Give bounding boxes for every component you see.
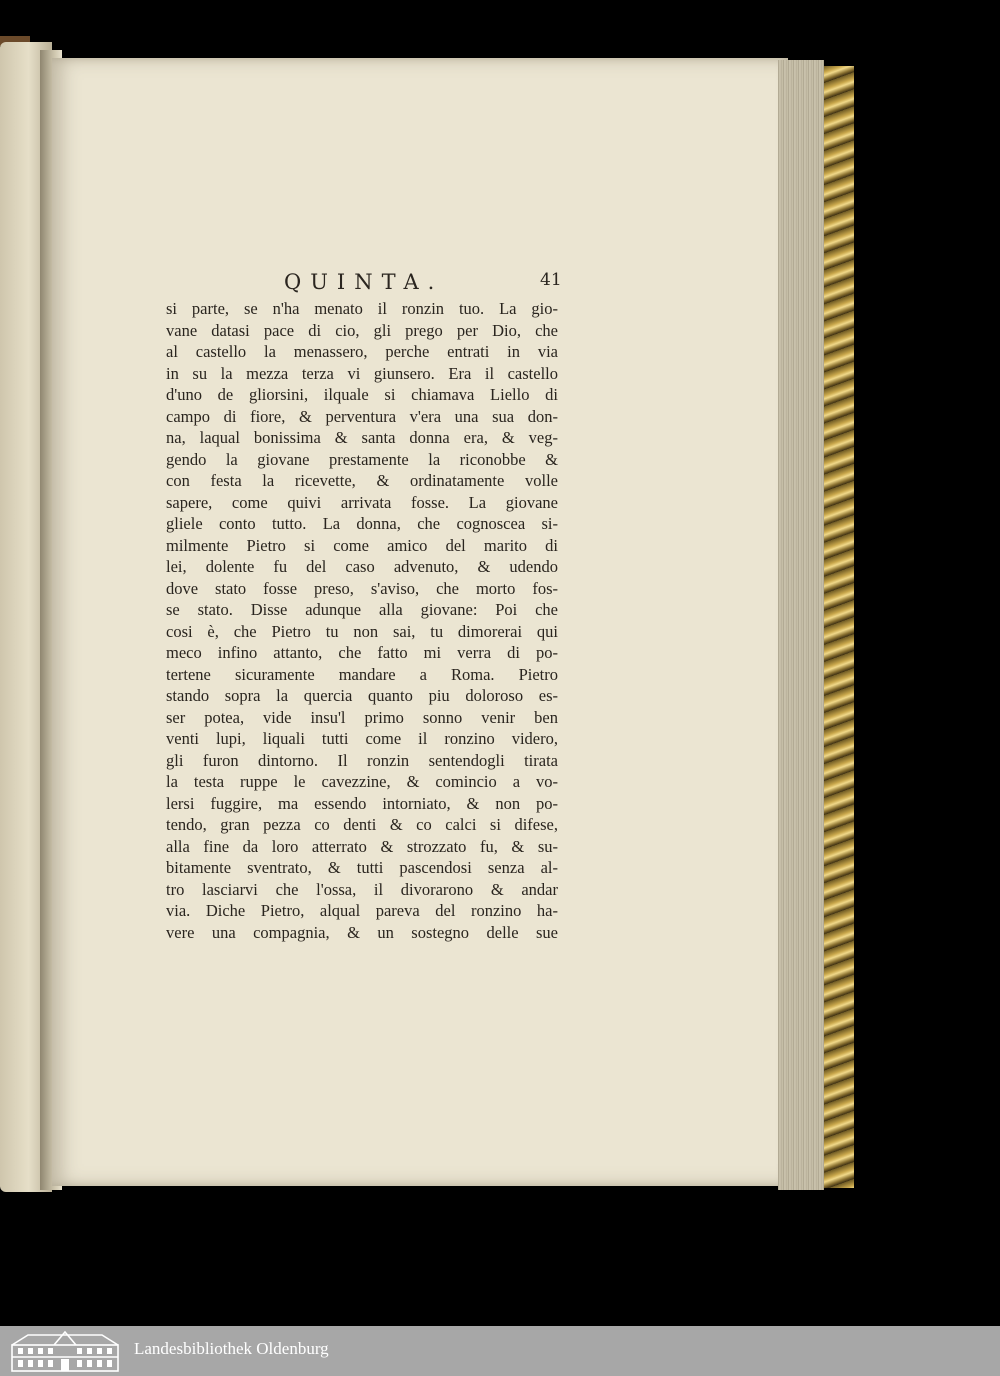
page-number: 41	[540, 270, 562, 290]
text-line: gliele conto tutto. La donna, che cognoscea si-	[166, 514, 558, 533]
text-line: stando sopra la quercia quanto piu doloroso es-	[166, 686, 558, 705]
text-line: bitamente sventrato, & tutti pascendosi senza al-	[166, 858, 558, 877]
text-line: campo di fiore, & perventura v'era una sua don-	[166, 406, 558, 426]
page-fore-edge	[778, 60, 824, 1190]
running-title: QUINTA.	[284, 270, 444, 294]
text-line: la testa ruppe le cavezzine, & comincio a vo-	[166, 772, 558, 791]
text-line: venti lupi, liquali tutti come il ronzino videro,	[166, 729, 558, 748]
text-line: meco infino attanto, che fatto mi verra di po-	[166, 643, 558, 662]
text-line: gendo la giovane prestamente la riconobbe &	[166, 449, 558, 469]
text-line: tertene sicuramente mandare a Roma. Pietro	[166, 664, 558, 684]
text-line: tendo, gran pezza co denti & co calci si difese,	[166, 815, 558, 834]
text-line: ser potea, vide insu'l primo sonno venir ben	[166, 707, 558, 727]
text-line: milmente Pietro si come amico del marito di	[166, 535, 558, 555]
text-line: sapere, come quivi arrivata fosse. La giovane	[166, 492, 558, 512]
library-name: Landesbibliothek Oldenburg	[134, 1339, 329, 1358]
library-building-icon	[8, 1329, 122, 1373]
page-header	[212, 270, 587, 300]
text-line: d'uno de gliorsini, ilquale si chiamava Liello di	[166, 385, 558, 404]
text-line: al castello la menassero, perche entrati in via	[166, 342, 558, 361]
text-line: via. Diche Pietro, alqual pareva del ronzino ha-	[166, 901, 558, 920]
text-line: na, laqual bonissima & santa donna era, & veg-	[166, 428, 558, 447]
text-line: dove stato fosse preso, s'aviso, che morto fos-	[166, 578, 558, 598]
text-line: lersi fuggire, ma essendo intorniato, & non po-	[166, 793, 558, 813]
text-line: lei, dolente fu del caso advenuto, & udendo	[166, 557, 558, 576]
text-line: gli furon dintorno. Il ronzin sentendogli tirata	[166, 750, 558, 770]
text-line: vane datasi pace di cio, gli prego per Dio, che	[166, 320, 558, 340]
text-line: tro lasciarvi che l'ossa, il divorarono & andar	[166, 879, 558, 899]
library-footer	[0, 1326, 1000, 1376]
text-line: se stato. Disse adunque alla giovane: Poi che	[166, 600, 558, 619]
text-line: in su la mezza terza vi giunsero. Era il castello	[166, 363, 558, 383]
text-line: alla fine da loro atterrato & strozzato fu, & su-	[166, 836, 558, 856]
gilt-spine-edge	[824, 66, 854, 1188]
text-line: cosi è, che Pietro tu non sai, tu dimorerai qui	[166, 621, 558, 641]
text-line: si parte, se n'ha menato il ronzin tuo. La gio-	[166, 299, 558, 318]
body-text	[166, 298, 558, 943]
text-line: con festa la ricevette, & ordinatamente volle	[166, 471, 558, 490]
text-line: vere una compagnia, & un sostegno delle sue	[166, 922, 558, 942]
